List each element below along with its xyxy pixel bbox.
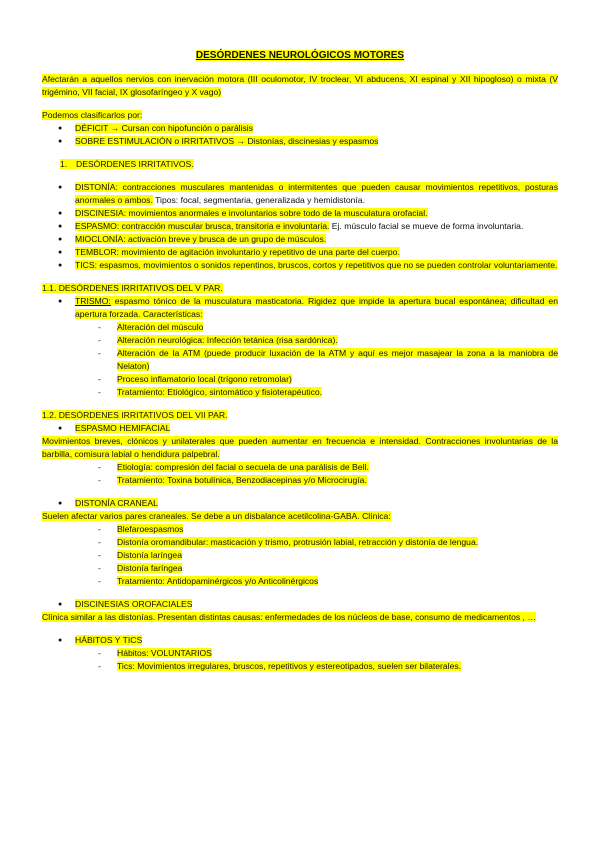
list-item xyxy=(58,422,558,435)
list-item xyxy=(58,598,558,611)
text-span: SOBRE ESTIMULACIÓN o IRRITATIVOS → Distonías, discinesias y espasmos xyxy=(75,136,379,146)
text-span: Tratamiento: Toxina botulínica, Benzodiacepinas y/o Microcirugía. xyxy=(117,475,367,485)
text-span: Tratamiento: Etiológico, sintomático y fisioterapéutico. xyxy=(117,387,323,397)
discinesias-heading xyxy=(42,598,558,611)
list-item xyxy=(58,220,558,233)
list-item xyxy=(58,207,558,220)
habitos-heading xyxy=(42,634,558,647)
list-item xyxy=(58,246,558,259)
text-span: DISTONÍA CRANEAL xyxy=(75,498,158,508)
text-span: ESPASMO HEMIFACIAL xyxy=(75,423,171,433)
text-span: TICS: espasmos, movimientos o sonidos repentinos, bruscos, cortos y repetitivos que no se pueden controlar voluntariamente. xyxy=(75,260,558,270)
hemifacial-paragraph xyxy=(42,435,558,461)
text-span: 1. xyxy=(60,159,68,169)
text-span: DISCINESIAS OROFACIALES xyxy=(75,599,193,609)
list-item xyxy=(58,181,558,207)
hemifacial-list xyxy=(42,461,558,487)
classify-list xyxy=(42,122,558,148)
section-heading-irritativos xyxy=(42,158,558,171)
distonia-craneal-list xyxy=(42,523,558,588)
list-item xyxy=(58,295,558,321)
list-item xyxy=(98,536,558,549)
text-span: Hábitos: VOLUNTARIOS xyxy=(117,648,212,658)
text-span: HÁBITOS Y TICS xyxy=(75,635,143,645)
text-span: Alteración del músculo xyxy=(117,322,204,332)
list-item xyxy=(58,497,558,510)
classify-label xyxy=(42,109,558,122)
text-span: Movimientos breves, clónicos y unilaterales que pueden aumentar en frecuencia e intensidad. Contracciones involuntarias de la barbilla, comisura labial o hendidura palpebral. xyxy=(42,436,558,459)
list-item xyxy=(98,321,558,334)
text-span: Clínica similar a las distonías. Presentan distintas causas: enfermedades de los núcleos de base, consumo de medicamentos , … xyxy=(42,612,536,622)
text-span: Ej. músculo facial se mueve de forma involuntaria. xyxy=(329,221,524,231)
list-item xyxy=(58,259,558,272)
text-span: Proceso inflamatorio local (trígono retromolar) xyxy=(117,374,292,384)
page-title xyxy=(42,50,558,61)
intro-paragraph xyxy=(42,73,558,99)
text-span: TRISMO: xyxy=(75,296,111,306)
list-item xyxy=(98,386,558,399)
text-span: espasmo tónico de la musculatura masticatoria. Rigidez que impide la apertura bucal espontánea; dificultad en apertura forzada. Características: xyxy=(75,296,558,319)
text-span: Podemos clasificarlos por: xyxy=(42,110,143,120)
text-span: ESPASMO: contracción muscular brusca, transitoria e involuntaria. xyxy=(75,221,330,231)
text-span: DISTONÍA: contracciones musculares mantenidas o intermitentes que pueden causar movimientos repetitivos, posturas anormales o ambos. xyxy=(75,182,558,205)
list-item xyxy=(58,122,558,135)
text-span: MIOCLONÍA: activación breve y brusca de un grupo de músculos. xyxy=(75,234,327,244)
text-span: DISCINESIA: movimientos anormales e involuntarios sobre todo de la musculatura orofacial. xyxy=(75,208,428,218)
text-span: 1.2. DESÓRDENES IRRITATIVOS DEL VII PAR. xyxy=(42,410,228,420)
text-span: Afectarán a aquellos nervios con inervación motora (III oculomotor, IV troclear, VI abducens, XI espinal y XII hipogloso) o mixta (V trigémino, VII facial, IX glosofaríngeo y X vago) xyxy=(42,74,558,97)
list-item xyxy=(58,634,558,647)
section-heading-v-par xyxy=(42,282,558,295)
list-item xyxy=(98,347,558,373)
distonia-craneal-paragraph xyxy=(42,510,558,523)
list-item xyxy=(98,334,558,347)
list-item xyxy=(98,523,558,536)
list-item xyxy=(98,474,558,487)
text-span: DÉFICIT → Cursan con hipofunción o parálisis xyxy=(75,123,254,133)
text-span: Tratamiento: Antidopaminérgicos y/o Anticolinérgicos xyxy=(117,576,319,586)
trismo-list xyxy=(42,295,558,321)
text-span: TEMBLOR: movimiento de agitación involuntario y repetitivo de una parte del cuerpo. xyxy=(75,247,400,257)
text-span: Blefaroespasmos xyxy=(117,524,184,534)
text-span: DESÓRDENES IRRITATIVOS. xyxy=(76,159,194,169)
text-span: DESÓRDENES NEUROLÓGICOS MOTORES xyxy=(195,50,405,61)
text-span: Distonía oromandibular: masticación y trismo, protrusión labial, retracción y distonía de lengua. xyxy=(117,537,479,547)
section-heading-vii-par xyxy=(42,409,558,422)
discinesias-paragraph xyxy=(42,611,558,624)
text-span: Tics: Movimientos irregulares, bruscos, repetitivos y estereotipados, suelen ser bilaterales. xyxy=(117,661,462,671)
text-span: Distonía laríngea xyxy=(117,550,182,560)
irritativos-list xyxy=(42,181,558,272)
text-span: Tipos: focal, segmentaria, generalizada y hemidistonía. xyxy=(152,195,365,205)
text-span: Etiología: compresión del facial o secuela de una parálisis de Bell. xyxy=(117,462,369,472)
habitos-list xyxy=(42,647,558,673)
text-span: Alteración de la ATM (puede producir luxación de la ATM y aquí es mejor masajear la zona a la maniobra de Nelaton) xyxy=(117,348,558,371)
list-item xyxy=(98,562,558,575)
list-item xyxy=(58,233,558,246)
text-span: Distonía faríngea xyxy=(117,563,183,573)
list-item xyxy=(58,135,558,148)
text-span: Alteración neurológica: Infección tetánica (risa sardónica). xyxy=(117,335,338,345)
list-item xyxy=(98,549,558,562)
list-item xyxy=(98,461,558,474)
hemifacial-heading xyxy=(42,422,558,435)
document-page xyxy=(42,50,558,673)
list-item xyxy=(98,660,558,673)
list-item xyxy=(98,647,558,660)
list-item xyxy=(98,575,558,588)
list-item xyxy=(98,373,558,386)
trismo-characteristics xyxy=(42,321,558,399)
text-span: Suelen afectar varios pares craneales. Se debe a un disbalance acetilcolina-GABA. Clínica: xyxy=(42,511,391,521)
text-span: 1.1. DESÓRDENES IRRITATIVOS DEL V PAR. xyxy=(42,283,223,293)
distonia-craneal-heading xyxy=(42,497,558,510)
